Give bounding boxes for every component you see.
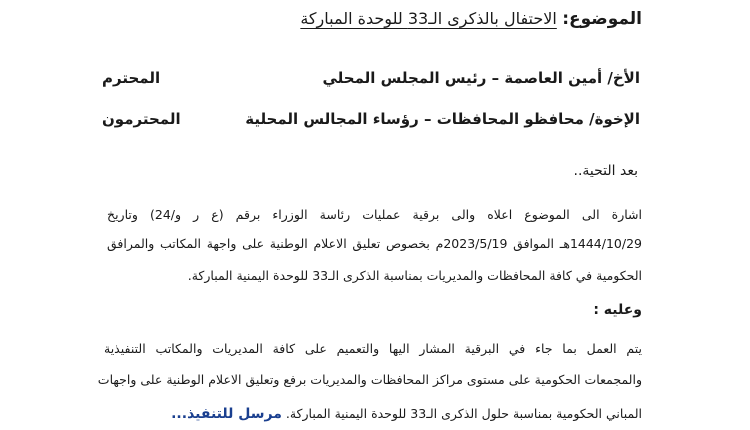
subject-text: الاحتفال بالذكرى الـ33 للوحدة المباركة	[300, 9, 557, 28]
recipient-2-name: الإخوة/ محافظو المحافظات – رؤساء المجالس المحلية	[245, 110, 640, 128]
paragraph2-line-1: يتم العمل بما جاء في البرقية المشار اليها والتعميم على كافة المديريات والمكاتب التنفيذية	[104, 341, 642, 356]
paragraph2-line-3	[171, 407, 642, 421]
subject-line	[300, 11, 642, 28]
paragraph1-line-3: الحكومية في كافة المحافظات والمديريات بمناسبة الذكرى الـ33 للوحدة اليمنية المباركة.	[187, 268, 642, 283]
paragraph1-line-1: اشارة الى الموضوع اعلاه والى برقية عمليات رئاسة الوزراء برقم (ع ر و/24) وتاريخ	[107, 207, 642, 222]
recipient-1-name: الأخ/ أمين العاصمة – رئيس المجلس المحلي	[322, 69, 640, 87]
paragraph2-line-2: والمجمعات الحكومية على مستوى مراكز المحافظات والمديريات برفع وتعليق الاعلام الوطنية على واجهات	[97, 372, 642, 387]
paragraph1-line-2: 1444/10/29هـ الموافق 2023/5/19م بخصوص تعليق الاعلام الوطنية على واجهة المكاتب والمرافق	[107, 236, 642, 251]
paragraph2-line-3-text: المباني الحكومية بمناسبة حلول الذكرى الـ33 للوحدة اليمنية المباركة.	[285, 406, 642, 421]
therefore-label: وعليه :	[593, 302, 642, 318]
subject-label: الموضوع:	[562, 9, 642, 29]
greeting: بعد التحية..	[573, 163, 638, 179]
closing-text: مرسل للتنفيذ...	[171, 406, 282, 422]
recipient-1-honorific: المحترم	[102, 69, 161, 87]
recipient-2-honorific: المحترمون	[102, 110, 181, 128]
